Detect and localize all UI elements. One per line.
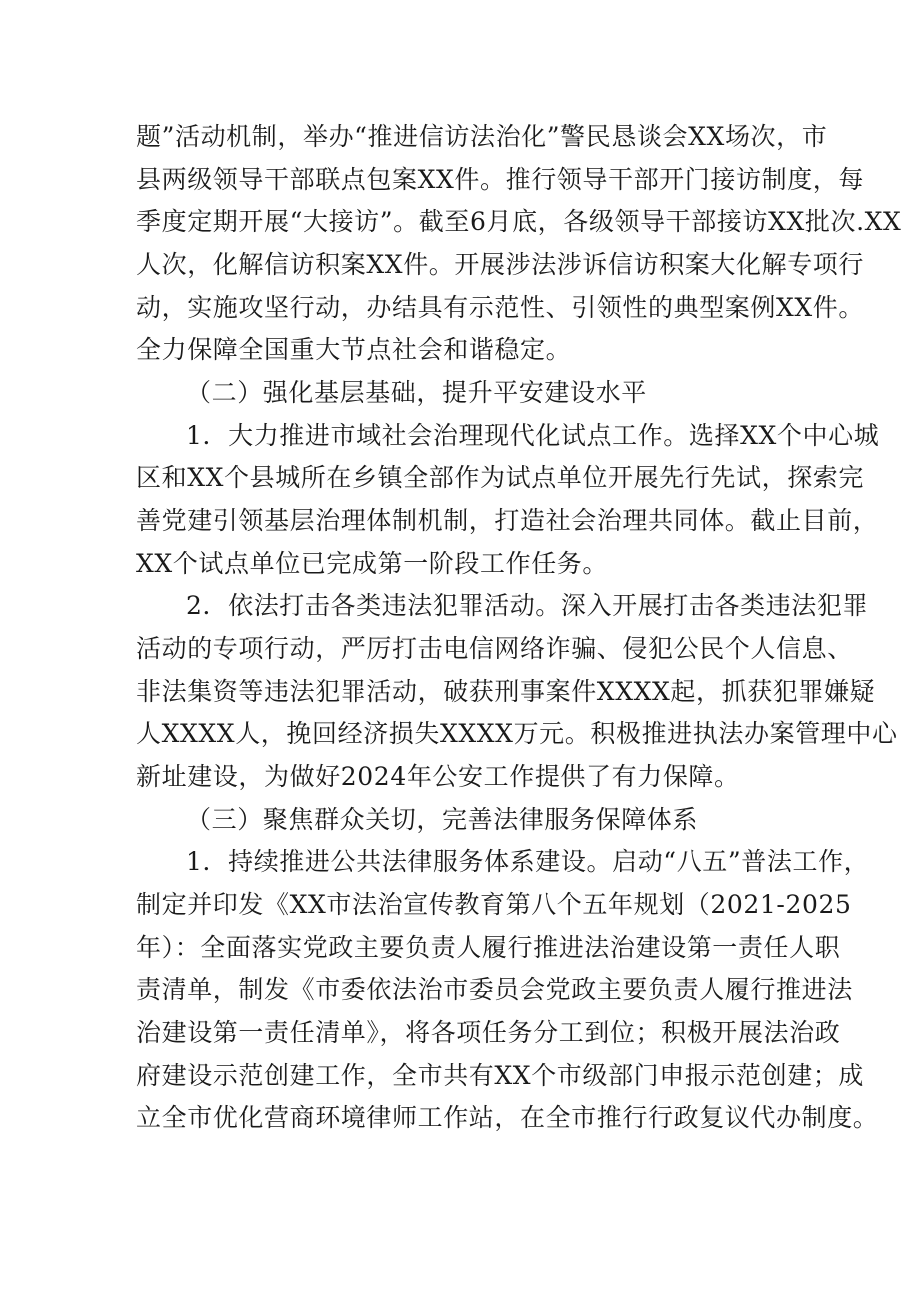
paragraph-line: 县两级领导干部联点包案XX件。推行领导干部开门接访制度，每 — [136, 165, 864, 194]
paragraph-line: 善党建引领基层治理体制机制，打造社会治理共同体。截止目前， — [136, 506, 879, 535]
paragraph-line: 立全市优化营商环境律师工作站，在全市推行行政复议代办制度。 — [136, 1103, 879, 1132]
paragraph-line: 府建设示范创建工作，全市共有XX个市级部门申报示范创建；成 — [136, 1061, 864, 1090]
paragraph-line: 制定并印发《XX市法治宣传教育第八个五年规划（2021-2025 — [136, 890, 852, 919]
paragraph-line: 1．大力推进市域社会治理现代化试点工作。选择XX个中心城 — [186, 421, 880, 450]
paragraph-line: 治建设第一责任清单》，将各项任务分工到位；积极开展法治政 — [136, 1018, 841, 1047]
paragraph-line: 非法集资等违法犯罪活动，破获刑事案件XXXX起，抓获犯罪嫌疑 — [136, 677, 876, 706]
paragraph-line: 年）：全面落实党政主要负责人履行推进法治建设第一责任人职 — [136, 933, 841, 962]
paragraph-line: 责清单，制发《市委依法治市委员会党政主要负责人履行推进法 — [136, 975, 853, 1004]
paragraph-line: 区和XX个县城所在乡镇全部作为试点单位开展先行先试，探索完 — [136, 463, 864, 492]
paragraph-line: 人XXXX人，挽回经济损失XXXX万元。积极推进执法办案管理中心 — [136, 719, 898, 748]
paragraph-line: 活动的专项行动，严厉打击电信网络诈骗、侵犯公民个人信息、 — [136, 634, 853, 663]
paragraph-line: 动，实施攻坚行动，办结具有示范性、引领性的典型案例XX件。 — [136, 293, 864, 322]
paragraph-line: 季度定期开展“大接访”。截至6月底，各级领导干部接访XX批次.XX — [136, 207, 902, 236]
paragraph-line: 2．依法打击各类违法犯罪活动。深入开展打击各类违法犯罪 — [186, 591, 869, 620]
section-heading-3: （三）聚焦群众关切，完善法律服务保障体系 — [186, 805, 699, 834]
paragraph-line: 人次，化解信访积案XX件。开展涉法涉诉信访积案大化解专项行 — [136, 250, 864, 279]
paragraph-line: 题”活动机制，举办“推进信访法治化”警民恳谈会XX场次，市 — [136, 122, 828, 151]
section-heading-2: （二）强化基层基础，提升平安建设水平 — [186, 378, 647, 407]
paragraph-line: 新址建设，为做好2024年公安工作提供了有力保障。 — [136, 762, 740, 791]
paragraph-line: XX个试点单位已完成第一阶段工作任务。 — [136, 549, 608, 578]
paragraph-line: 1．持续推进公共法律服务体系建设。启动“八五”普法工作， — [186, 847, 870, 876]
paragraph-line: 全力保障全国重大节点社会和谐稳定。 — [136, 335, 572, 364]
